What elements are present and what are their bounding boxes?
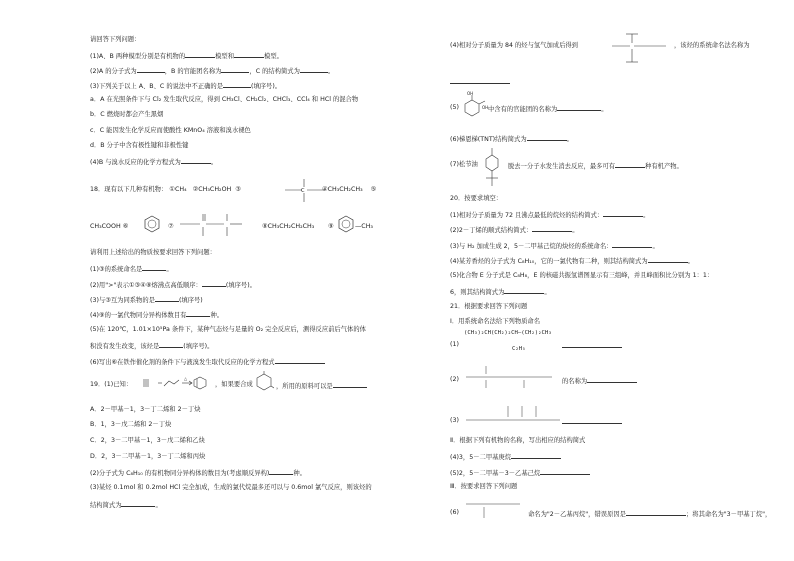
q20-part-2: (2)2－丁烯的顺式结构简式： 。 (450, 227, 579, 234)
q21-title: 21．根据要求回答下列问题 (450, 303, 528, 310)
q21-1-answer (562, 341, 622, 351)
q20-part-5-cont: 6，则其结构简式为 。 (450, 289, 551, 296)
answer-blank[interactable] (186, 310, 210, 317)
q21-1-formula: (CH₃)₂CH(CH₂)₂CH—(CH₂)₂CH₃ (464, 330, 552, 336)
q21-3-structure (464, 400, 564, 430)
q19-option-d: D．2，3－二甲基－1，3－丁二烯和丙炔 (90, 453, 206, 460)
q19-option-c: C．2，3－二甲基－1，3－戊二烯和乙炔 (90, 437, 205, 444)
q19-part-2: (2)分子式为 C₈H₁₀ 的有机物同分异构体的数目为(考虑顺反异构) 种。 (90, 470, 306, 477)
r5-functional-group: 中含有的官能团的名称为 。 (488, 106, 608, 113)
question-2: (2)A 的分子式为 ，B 的官能团名称为 ，C 的结构简式为 。 (90, 68, 335, 75)
answer-blank[interactable] (511, 452, 561, 459)
q18-ask: 请利用上述给出的物质按要求回答下列问题： (90, 249, 216, 256)
q18-part-4: (4)⑨的一氯代物同分异构体数目有 种。 (90, 312, 224, 319)
answer-blank[interactable] (612, 241, 652, 248)
q21-part-4: (4)3，5－二甲基庚烷 (450, 452, 561, 462)
q21-part-6: (6) (450, 509, 459, 516)
q20-part-3: (3)与 H₂ 加成生成 2，5－二甲基己烷的炔烃的系统命名： 。 (450, 243, 659, 250)
answer-blank[interactable] (333, 381, 367, 388)
r-question-5: (5) (450, 104, 459, 111)
q19-part-3-cont: 结构简式为 。 (90, 502, 162, 509)
q21-part-1: (1) (450, 341, 459, 348)
q21-3-answer (562, 417, 622, 427)
q21-section-ii: Ⅱ．根据下列有机物的名称，写出相应的结构简式 (450, 437, 586, 444)
answer-blank[interactable] (300, 66, 328, 73)
answer-blank[interactable] (234, 51, 264, 58)
answer-blank[interactable] (504, 287, 544, 294)
option-c: c．C 能因发生化学反应而使酸性 KMnO₄ 溶液和溴水褪色 (90, 127, 251, 134)
answer-blank[interactable] (181, 157, 211, 164)
answer-blank[interactable] (137, 66, 165, 73)
q21-section-iii: Ⅲ．按要求回答下列问题 (450, 483, 518, 490)
answer-blank[interactable] (562, 417, 622, 424)
diels-alder-scheme (142, 374, 212, 392)
svg-text:△: △ (184, 376, 188, 381)
benzene-ring-6 (142, 214, 162, 234)
r4-answer (450, 77, 510, 87)
answer-blank[interactable] (557, 104, 601, 111)
svg-text:OH: OH (467, 91, 474, 96)
q18-title: 18．现有以下几种有机物： ①CH₄ ②CH₃CH₂OH ③ (90, 186, 241, 193)
answer-blank[interactable] (450, 77, 510, 84)
q21-2-name: 的名称为 (562, 376, 637, 386)
compound-8: ⑧CH₃CH₂CH₂CH₃ (262, 223, 315, 230)
q18-compounds-row2: CH₃COOH ⑥ (90, 223, 129, 230)
q21-6-structure (464, 494, 524, 524)
q19-raw-material: ，所用的原料可以是 (276, 381, 367, 391)
q20-part-5: (5)化合物 E 分子式是 C₈H₈，E 的核磁共振氢谱图显示有三组峰，并且峰面积比分别为 1：1： (450, 272, 714, 279)
q19-option-b: B．1，3－戊二烯和 2－丁炔 (90, 421, 172, 428)
answer-blank[interactable] (159, 341, 183, 348)
answer-blank[interactable] (532, 225, 572, 232)
answer-blank[interactable] (603, 210, 643, 217)
q20-title: 20．按要求填空： (450, 195, 503, 202)
answer-blank[interactable] (587, 376, 637, 383)
q21-part-2: (2) (450, 376, 459, 383)
q20-part-4: (4)某芳香烃的分子式为 C₈H₁₀，它的一氯代物有二种，则其结构简式为 。 (450, 258, 694, 265)
q21-6-text: 命名为"2－乙基丙烷"，错误原因是 ；将其命名为"3－甲基丁烷"， (528, 511, 772, 518)
q18-part-1: (1)③的系统命名是 。 (90, 266, 173, 273)
compound-9-label: ⑨ (328, 223, 334, 230)
option-d: d．B 分子中含有极性键和非极性键 (90, 142, 189, 149)
q21-section-i: Ⅰ．用系统命名法给下列物质命名 (450, 318, 541, 325)
q18-part-5: (5)在 120℃，1.01×10⁵Pa 条件下，某种气态烃与足量的 O₂ 完全反应后，测得反应前后气体的体 (90, 326, 366, 333)
q19-option-a: A．2－甲基－1，3－丁二烯和 2－丁炔 (90, 406, 201, 413)
answer-blank[interactable] (626, 509, 686, 516)
answer-blank[interactable] (202, 280, 226, 287)
salicylic-acid-structure (460, 90, 490, 120)
q21-part-5: (5)2，5－二甲基－3－乙基己烷 (450, 468, 590, 478)
option-b: b．C 燃烧时都会产生黑烟 (90, 111, 164, 118)
r4-name-prompt: ，该烃的系统命名法名称为 (674, 42, 750, 49)
q18-part-5-cont: 积没有发生改变，该烃是 (填序号)。 (90, 343, 214, 350)
q21-2-structure (464, 362, 556, 392)
q18-part-3: (3)与③互为同系物的是 (填序号) (90, 297, 203, 304)
r-question-6: (6)梯恩梯(TNT)结构简式为 。 (450, 136, 573, 143)
r7-text: 脱去一分子水发生消去反应，最多可有 种有机产物。 (508, 163, 683, 170)
intro-text: 请回答下列问题： (90, 36, 141, 43)
q21-1-substituent: C₂H₅ (512, 346, 526, 352)
q19-synth-text: ，如果要合成 (215, 381, 253, 388)
question-3: (3)下列关于以上 A、B、C 的说法中不正确的是 (填序号)。 (90, 83, 282, 90)
answer-blank[interactable] (223, 81, 251, 88)
answer-blank[interactable] (269, 468, 293, 475)
answer-blank[interactable] (275, 357, 325, 364)
r4-structure (610, 30, 670, 66)
option-a: a．A 在光照条件下与 Cl₂ 发生取代反应，得到 CH₃Cl、CH₂Cl₂、CHCl₃、CCl₄ 和 HCl 的混合物 (90, 96, 359, 103)
question-4: (4)B 与溴水反应的化学方程式为 。 (90, 159, 218, 166)
answer-blank[interactable] (185, 51, 215, 58)
q20-part-1: (1)相对分子质量为 72 且沸点最低的烷烃的结构简式： 。 (450, 212, 650, 219)
target-molecule (254, 371, 274, 393)
answer-blank[interactable] (615, 161, 645, 168)
terpineol-structure (480, 146, 504, 188)
compound-7-label: ⑦ (168, 223, 174, 230)
q19-part-3: (3)某烃 0.1mol 和 0.2mol HCl 完全加成，生成的氯代烷最多还可以与 0.6mol 氯气反应，则该烃的 (90, 484, 372, 491)
answer-blank[interactable] (142, 264, 166, 271)
question-1: (1)A、B 两种模型分别是有机物的 模型和 模型。 (90, 53, 283, 60)
answer-blank[interactable] (540, 468, 590, 475)
q19-title: 19．(1)已知： (90, 381, 133, 388)
r-question-4: (4)相对分子质量为 84 的烃与氢气加成后得到 (450, 42, 578, 49)
q18-part-2: (2)用">"表示①③④⑧熔沸点高低顺序： (填序号)。 (90, 282, 256, 289)
answer-blank[interactable] (221, 66, 249, 73)
svg-text:C: C (301, 188, 305, 194)
answer-blank[interactable] (121, 500, 155, 507)
compound-4: ④CH₃CH₂CH₃ ⑤ (322, 186, 377, 193)
methyl-group: —CH₃ (355, 223, 373, 230)
r-question-7: (7)松节油 (450, 161, 478, 168)
answer-blank[interactable] (648, 256, 688, 263)
toluene-ring-9 (336, 214, 356, 234)
answer-blank[interactable] (527, 134, 567, 141)
answer-blank[interactable] (562, 341, 622, 348)
compound-7-structure (176, 208, 246, 240)
svg-text:OH: OH (482, 105, 489, 110)
q18-part-6: (6)写出⑥在铁作催化剂的条件下与液溴发生取代反应的化学方程式 (90, 357, 325, 367)
q21-part-3: (3) (450, 417, 459, 424)
answer-blank[interactable] (155, 295, 179, 302)
